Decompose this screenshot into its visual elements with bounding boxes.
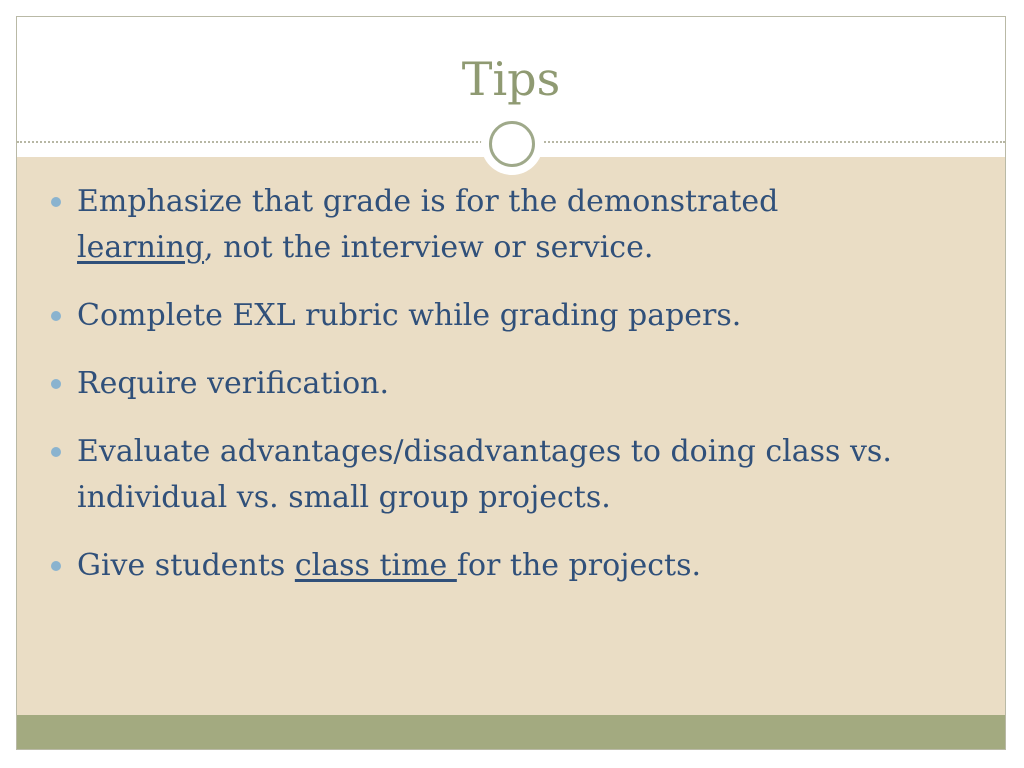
bullet-text: Complete EXL rubric while grading papers.	[77, 298, 742, 333]
bullet-text: Evaluate advantages/disadvantages to doing class vs.	[77, 434, 892, 469]
underlined-text: class time	[294, 548, 457, 583]
bullet-item	[47, 429, 987, 521]
slide	[16, 16, 1006, 750]
bullet-list	[47, 179, 987, 611]
circle-ring-icon	[481, 113, 543, 175]
bullet-dot-icon	[51, 197, 61, 207]
bullet-item	[47, 361, 987, 407]
bullet-dot-icon	[51, 311, 61, 321]
bullet-dot-icon	[51, 447, 61, 457]
bullet-text: Require verification.	[77, 366, 389, 401]
bullet-item	[47, 293, 987, 339]
bullet-text: Give students	[77, 548, 295, 583]
bullet-dot-icon	[51, 561, 61, 571]
bullet-dot-icon	[51, 379, 61, 389]
ornament-ring	[489, 121, 535, 167]
underlined-text: learning	[77, 230, 205, 265]
bullet-item	[47, 179, 987, 271]
bullet-text: , not the interview or service.	[204, 230, 654, 265]
bullet-item	[47, 543, 987, 589]
bullet-text: individual vs. small group projects.	[77, 480, 611, 515]
bullet-text: Emphasize that grade is for the demonstrated	[77, 184, 779, 219]
bullet-text: for the projects.	[456, 548, 702, 583]
footer-bar	[17, 715, 1005, 750]
slide-title: Tips	[461, 52, 561, 106]
